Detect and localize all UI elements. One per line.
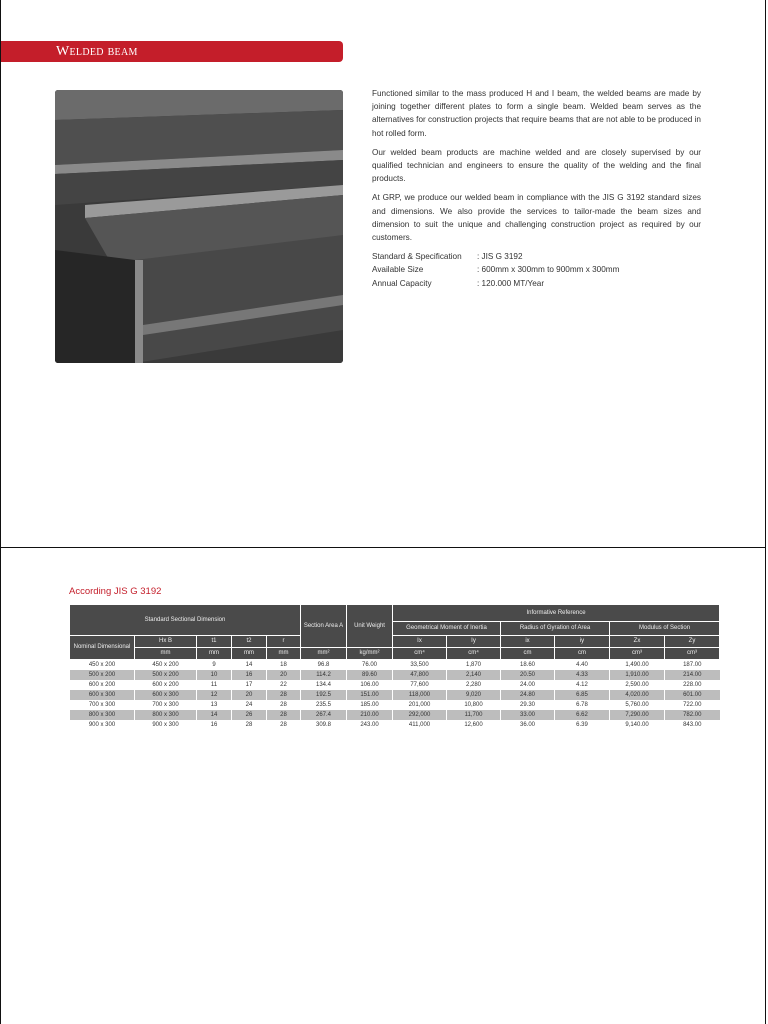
table-cell: 24 <box>232 700 267 710</box>
header-t2: t2 <box>232 636 267 648</box>
table-cell: 2,590.00 <box>610 680 665 690</box>
unit-cm4: cm⁴ <box>393 648 447 660</box>
table-cell: 14 <box>197 710 232 720</box>
unit-cm3: cm³ <box>665 648 720 660</box>
table-cell: 20 <box>232 690 267 700</box>
table-cell: 5,760.00 <box>610 700 665 710</box>
table-cell: 6.39 <box>555 720 610 730</box>
table-row <box>70 710 720 720</box>
paragraph: Functioned similar to the mass produced H and I beam, the welded beams are made by joining together different plates to form a single beam. Welded beam serves as the alternatives for construction projects that require beams that are not able to be produced in hot rolled form. <box>372 89 701 138</box>
paragraph: At GRP, we produce our welded beam in compliance with the JIS G 3192 standard sizes and dimensions. We also provide the services to tailor-made the beam sizes and dimension to suit the unique and challenging construction project as required by our customers. <box>372 193 701 243</box>
table-cell: 14 <box>232 660 267 671</box>
header-t1: t1 <box>197 636 232 648</box>
beam-illustration <box>55 90 343 363</box>
table-cell: 151.00 <box>347 690 393 700</box>
table-cell: 2,280 <box>447 680 501 690</box>
unit-mm: mm <box>267 648 301 660</box>
table-cell: 114.2 <box>301 670 347 680</box>
table-cell: 96.8 <box>301 660 347 671</box>
title-bar <box>1 41 343 62</box>
header-zx: Zx <box>610 636 665 648</box>
table-cell: 26 <box>232 710 267 720</box>
table-cell: 900 x 300 <box>135 720 197 730</box>
table-cell: 28 <box>267 720 301 730</box>
table-cell: 9,020 <box>447 690 501 700</box>
unit-cm4: cm⁴ <box>447 648 501 660</box>
header-zy: Zy <box>665 636 720 648</box>
table-cell: 24.80 <box>501 690 555 700</box>
table-cell: 28 <box>267 700 301 710</box>
unit-cm3: cm³ <box>610 648 665 660</box>
table-cell: 309.8 <box>301 720 347 730</box>
table-cell: 450 x 200 <box>135 660 197 671</box>
spec-value: : JIS G 3192 <box>477 252 523 262</box>
table-cell: 6.62 <box>555 710 610 720</box>
header-unit-weight: Unit Weight <box>347 605 393 648</box>
table-cell: 843.00 <box>665 720 720 730</box>
spec-label: Standard & Specification <box>372 252 462 262</box>
table-cell: 450 x 200 <box>70 660 135 671</box>
table-row <box>70 670 720 680</box>
table-cell: 89.60 <box>347 670 393 680</box>
table-cell: 192.5 <box>301 690 347 700</box>
table-row <box>70 720 720 730</box>
header-section-area: Section Area A <box>301 605 347 648</box>
header-r: r <box>267 636 301 648</box>
table-cell: 134.4 <box>301 680 347 690</box>
table-cell: 33.00 <box>501 710 555 720</box>
unit-mm: mm <box>197 648 232 660</box>
table-cell: 267.4 <box>301 710 347 720</box>
header-ix-small: ix <box>501 636 555 648</box>
unit-mm: mm <box>232 648 267 660</box>
table-cell: 13 <box>197 700 232 710</box>
table-cell: 600 x 200 <box>70 680 135 690</box>
table-cell: 4.33 <box>555 670 610 680</box>
header-iy-small: iy <box>555 636 610 648</box>
table-cell: 6.85 <box>555 690 610 700</box>
table-cell: 600 x 300 <box>70 690 135 700</box>
page-two <box>0 548 766 1024</box>
table-cell: 185.00 <box>347 700 393 710</box>
table-cell: 187.00 <box>665 660 720 671</box>
table-cell: 28 <box>267 710 301 720</box>
table-cell: 4.40 <box>555 660 610 671</box>
table-row <box>70 680 720 690</box>
table-cell: 228.00 <box>665 680 720 690</box>
table-cell: 29.30 <box>501 700 555 710</box>
header-iy: Iy <box>447 636 501 648</box>
table-cell: 11,700 <box>447 710 501 720</box>
unit-cm: cm <box>501 648 555 660</box>
table-cell: 600 x 200 <box>135 680 197 690</box>
table-cell: 20 <box>267 670 301 680</box>
table-cell: 210.00 <box>347 710 393 720</box>
table-cell: 7,290.00 <box>610 710 665 720</box>
table-cell: 18.60 <box>501 660 555 671</box>
table-cell: 600 x 300 <box>135 690 197 700</box>
table-cell: 22 <box>267 680 301 690</box>
table-cell: 235.5 <box>301 700 347 710</box>
header-standard: Standard Sectional Dimension <box>70 605 301 636</box>
table-cell: 1,490.00 <box>610 660 665 671</box>
table-cell: 118,000 <box>393 690 447 700</box>
table-cell: 18 <box>267 660 301 671</box>
table-cell: 700 x 300 <box>135 700 197 710</box>
unit-kgmm: kg/mm² <box>347 648 393 660</box>
spec-list <box>372 250 701 290</box>
unit-cm: cm <box>555 648 610 660</box>
table-cell: 12,600 <box>447 720 501 730</box>
table-cell: 1,870 <box>447 660 501 671</box>
table-cell: 1,910.00 <box>610 670 665 680</box>
table-cell: 900 x 300 <box>70 720 135 730</box>
table-cell: 214.00 <box>665 670 720 680</box>
unit-mm2: mm² <box>301 648 347 660</box>
table-title: According JIS G 3192 <box>69 586 162 597</box>
table-row <box>70 700 720 710</box>
table-cell: 782.00 <box>665 710 720 720</box>
table-cell: 20.50 <box>501 670 555 680</box>
table-cell: 77,600 <box>393 680 447 690</box>
table-cell: 9,140.00 <box>610 720 665 730</box>
spec-label: Annual Capacity <box>372 278 432 288</box>
header-ix: Ix <box>393 636 447 648</box>
table-cell: 243.00 <box>347 720 393 730</box>
table-row <box>70 660 720 671</box>
welded-beam-photo <box>55 90 343 363</box>
table-cell: 500 x 200 <box>135 670 197 680</box>
table-cell: 9 <box>197 660 232 671</box>
table-cell: 28 <box>267 690 301 700</box>
table-cell: 800 x 300 <box>135 710 197 720</box>
table-cell: 800 x 300 <box>70 710 135 720</box>
table-cell: 11 <box>197 680 232 690</box>
table-cell: 601.00 <box>665 690 720 700</box>
unit-mm: mm <box>135 648 197 660</box>
table-cell: 36.00 <box>501 720 555 730</box>
table-cell: 4.12 <box>555 680 610 690</box>
header-hxb: Hx B <box>135 636 197 648</box>
table-cell: 24.00 <box>501 680 555 690</box>
header-nominal: Nominal Dimensional <box>70 636 135 660</box>
paragraph: Our welded beam products are machine welded and are closely supervised by our qualified technician and engineers to ensure the quality of the welding and the final products. <box>372 147 701 184</box>
table-cell: 17 <box>232 680 267 690</box>
table-cell: 10 <box>197 670 232 680</box>
table-cell: 2,140 <box>447 670 501 680</box>
description <box>372 87 701 290</box>
spec-value: : 120.000 MT/Year <box>477 278 545 288</box>
header-radius: Radius of Gyration of Area <box>501 622 610 636</box>
table-cell: 16 <box>197 720 232 730</box>
table-cell: 33,500 <box>393 660 447 671</box>
table-cell: 76.00 <box>347 660 393 671</box>
table-cell: 10,800 <box>447 700 501 710</box>
spec-label: Available Size <box>372 265 424 275</box>
table-cell: 106.00 <box>347 680 393 690</box>
header-geometrical: Geometrical Moment of Inertia <box>393 622 501 636</box>
table-cell: 47,800 <box>393 670 447 680</box>
table-cell: 12 <box>197 690 232 700</box>
table-row <box>70 690 720 700</box>
header-informative: Informative Reference <box>393 605 720 622</box>
table-cell: 16 <box>232 670 267 680</box>
table-cell: 4,020.00 <box>610 690 665 700</box>
table-cell: 6.78 <box>555 700 610 710</box>
table-cell: 28 <box>232 720 267 730</box>
table-cell: 411,000 <box>393 720 447 730</box>
table-cell: 722.00 <box>665 700 720 710</box>
header-modulus: Modulus of Section <box>610 622 720 636</box>
table-body <box>70 660 720 731</box>
table-cell: 201,000 <box>393 700 447 710</box>
table-cell: 500 x 200 <box>70 670 135 680</box>
page-title: Welded beam <box>56 44 138 59</box>
table-cell: 292,000 <box>393 710 447 720</box>
table-cell: 700 x 300 <box>70 700 135 710</box>
spec-value: : 600mm x 300mm to 900mm x 300mm <box>477 265 620 275</box>
dimension-table <box>69 604 720 730</box>
